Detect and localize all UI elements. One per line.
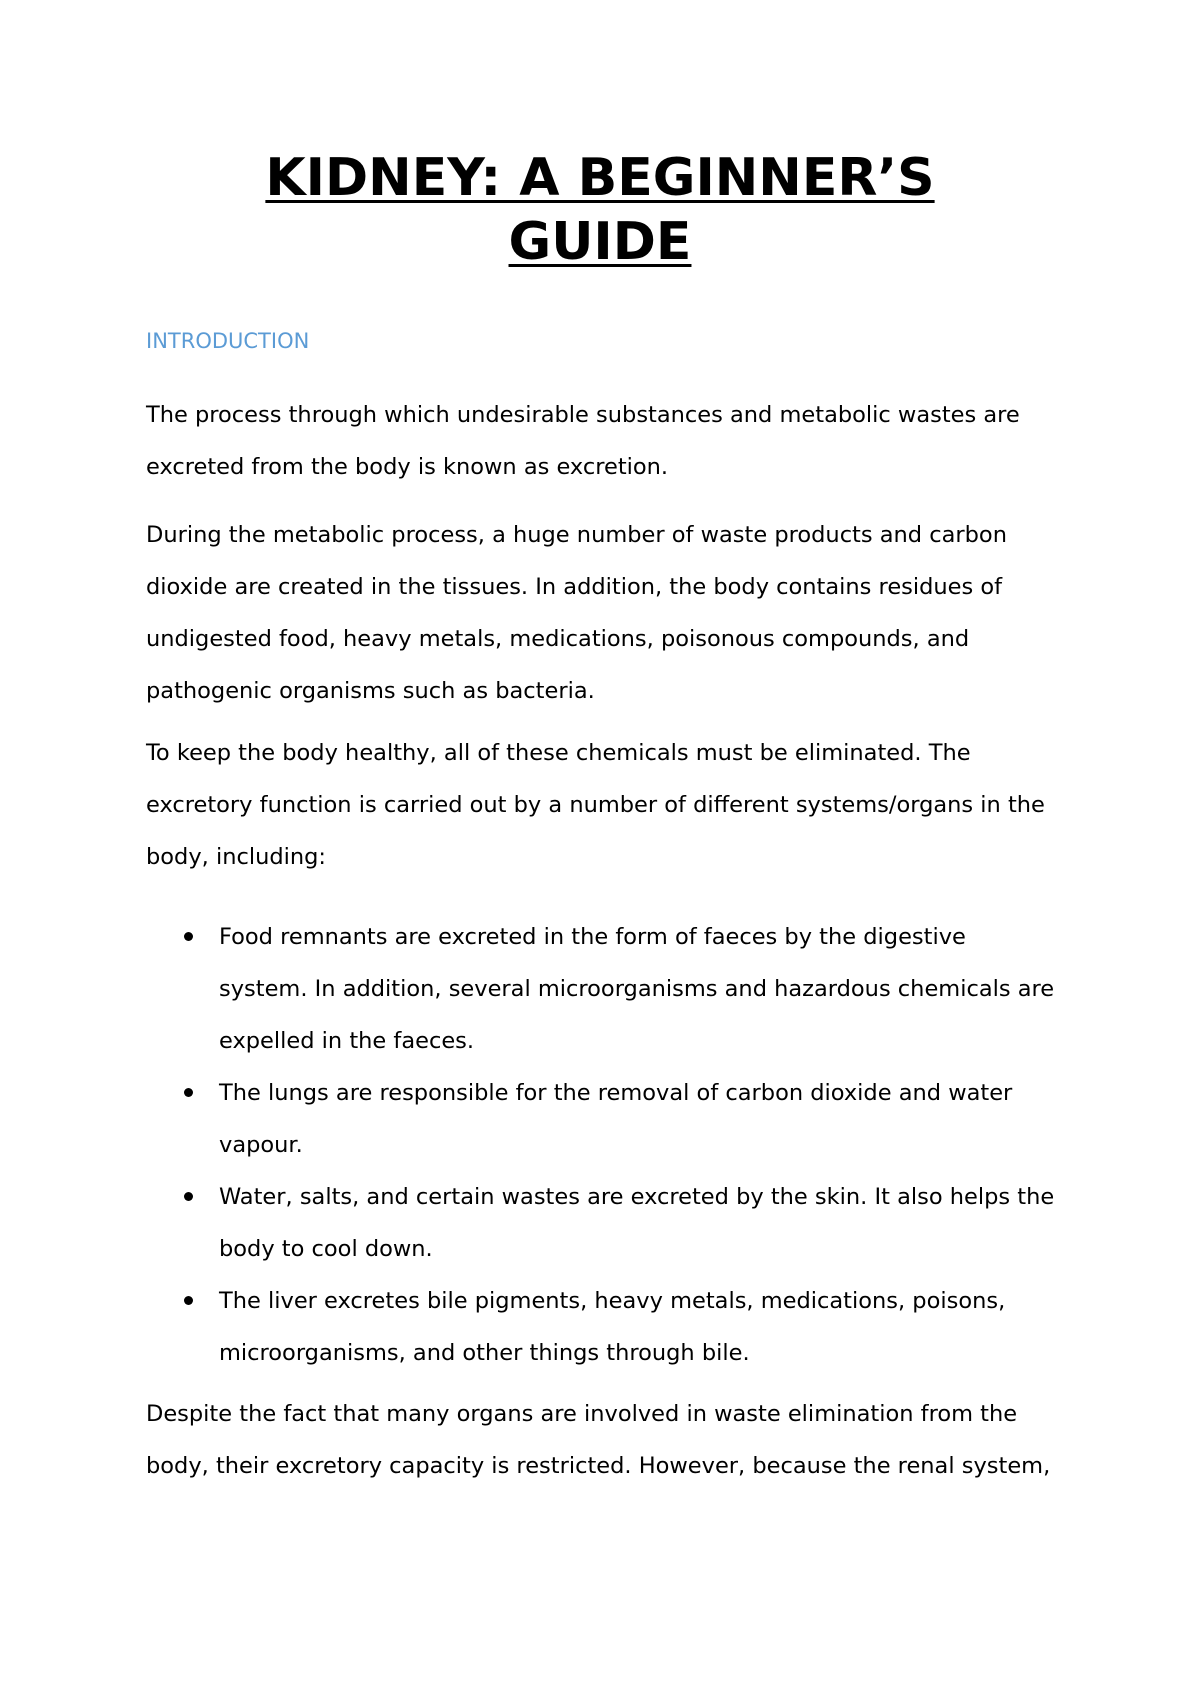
- excretory-organs-list: [146, 911, 1076, 1379]
- list-item-line: system. In addition, several microorganisms and hazardous chemicals are: [219, 976, 1055, 1002]
- list-item-digestive-system: [146, 911, 1076, 1067]
- bullet-icon: [184, 932, 193, 941]
- paragraph-metabolic-process: [146, 509, 1076, 717]
- section-heading-introduction: INTRODUCTION: [146, 329, 310, 353]
- paragraph-line: body, including:: [146, 844, 326, 870]
- paragraph-line: The process through which undesirable substances and metabolic wastes are: [146, 402, 1020, 428]
- list-item-liver: [146, 1275, 1076, 1379]
- paragraph-line: undigested food, heavy metals, medications, poisonous compounds, and: [146, 626, 970, 652]
- list-item-line: vapour.: [219, 1132, 303, 1158]
- list-item-line: The lungs are responsible for the removal of carbon dioxide and water: [219, 1080, 1013, 1106]
- list-item-line: The liver excretes bile pigments, heavy metals, medications, poisons,: [219, 1288, 1006, 1314]
- document-title: [120, 146, 1080, 274]
- paragraph-excretion-definition: [146, 389, 1076, 493]
- list-item-lungs: [146, 1067, 1076, 1171]
- paragraph-line: During the metabolic process, a huge number of waste products and carbon: [146, 522, 1007, 548]
- paragraph-keep-body-healthy: [146, 727, 1076, 883]
- bullet-icon: [184, 1296, 193, 1305]
- document-title-line-1: KIDNEY: A BEGINNER’S: [265, 148, 935, 208]
- paragraph-line: pathogenic organisms such as bacteria.: [146, 678, 595, 704]
- bullet-icon: [184, 1088, 193, 1097]
- bullet-icon: [184, 1192, 193, 1201]
- paragraph-line: Despite the fact that many organs are involved in waste elimination from the: [146, 1401, 1018, 1427]
- paragraph-line: To keep the body healthy, all of these chemicals must be eliminated. The: [146, 740, 971, 766]
- list-item-line: Food remnants are excreted in the form of faeces by the digestive: [219, 924, 966, 950]
- list-item-line: expelled in the faeces.: [219, 1028, 475, 1054]
- paragraph-line: excreted from the body is known as excretion.: [146, 454, 669, 480]
- document-title-line-2: GUIDE: [508, 212, 692, 272]
- list-item-line: Water, salts, and certain wastes are excreted by the skin. It also helps the: [219, 1184, 1055, 1210]
- paragraph-line: dioxide are created in the tissues. In addition, the body contains residues of: [146, 574, 1003, 600]
- list-item-line: body to cool down.: [219, 1236, 433, 1262]
- list-item-skin: [146, 1171, 1076, 1275]
- paragraph-renal-system: [146, 1388, 1076, 1492]
- list-item-line: microorganisms, and other things through bile.: [219, 1340, 750, 1366]
- paragraph-line: excretory function is carried out by a number of different systems/organs in the: [146, 792, 1045, 818]
- paragraph-line: body, their excretory capacity is restricted. However, because the renal system,: [146, 1453, 1051, 1479]
